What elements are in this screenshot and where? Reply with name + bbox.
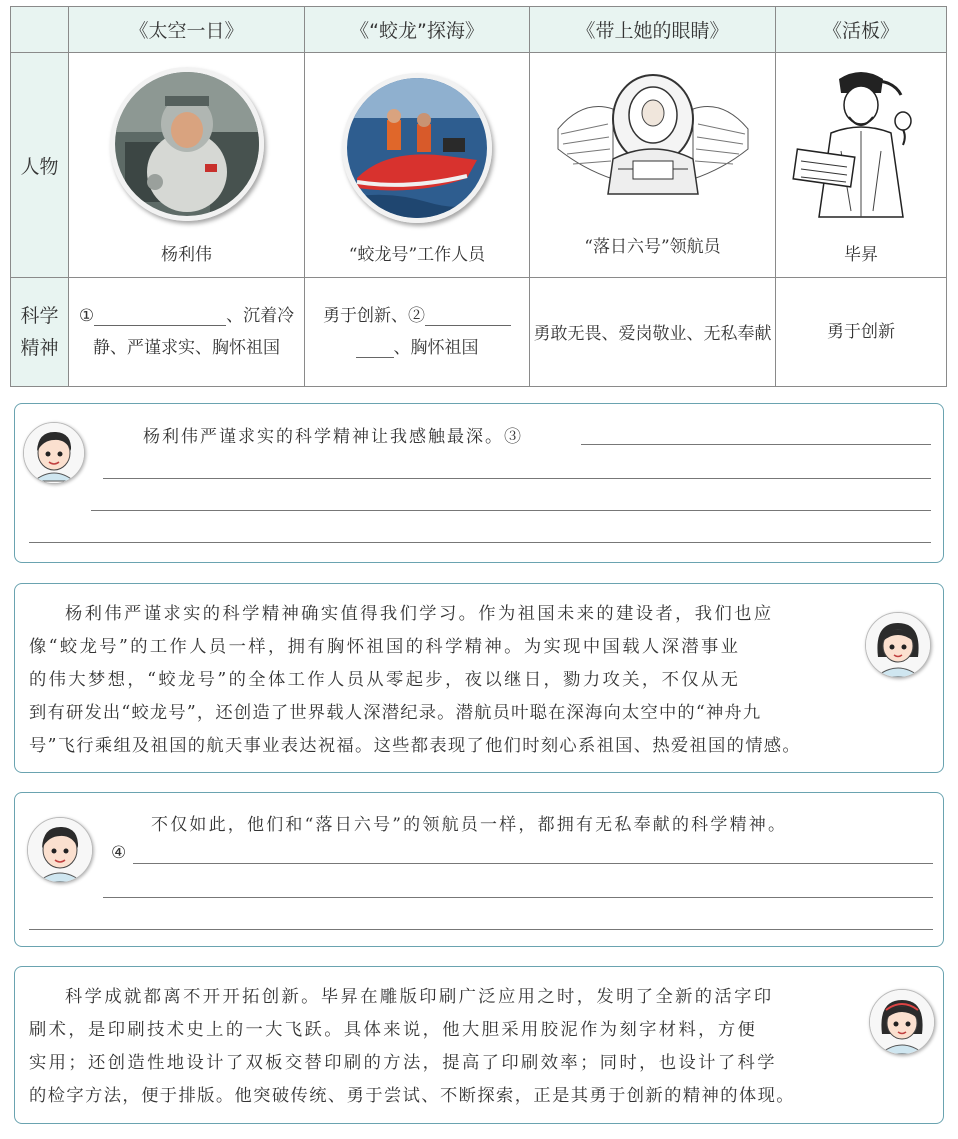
person-name-bisheng: 毕昇	[844, 245, 878, 265]
row-label-spirit-text: 科学精神	[20, 305, 59, 359]
blank-number-1: ①	[78, 306, 95, 326]
para2-line-3: 实用；还创造性地设计了双板交替印刷的方法，提高了印刷效率；同时，也设计了科学	[29, 1053, 777, 1073]
para1-line-4: 到有研发出“蛟龙号”，还创造了世界载人深潜纪录。潜航员叶聪在深海向太空中的“神舟九	[29, 703, 762, 723]
box3-statement	[143, 422, 523, 447]
spirit-text-jiaolong-a: 勇于创新、	[323, 306, 408, 326]
para1-line-1: 杨利伟严谨求实的科学精神确实值得我们学习。作为祖国未来的建设者，我们也应	[65, 604, 774, 624]
row-label-person: 人物	[11, 53, 69, 278]
spirit-text-yang: 、沉着冷静、严谨求实、胸怀祖国	[93, 306, 295, 358]
spirit-cell-yang	[69, 278, 305, 387]
answer-line-3a[interactable]	[581, 444, 931, 445]
table-row-spirit	[11, 278, 947, 387]
table-header-jiaolong: 《“蛟龙”探海》	[305, 7, 530, 53]
person-name-yang: 杨利伟	[161, 245, 212, 265]
blank-number-4: ④	[111, 843, 127, 863]
girl-avatar-icon	[865, 612, 931, 678]
answer-line-3b[interactable]	[103, 478, 931, 479]
sample-paragraph-box-1	[14, 583, 944, 773]
navigator-sketch-image	[553, 69, 753, 201]
row-label-spirit	[11, 278, 69, 387]
sample-paragraph-1	[29, 598, 801, 763]
answer-line-4a[interactable]	[133, 863, 933, 864]
person-cell-jiaolong	[305, 53, 530, 278]
para1-line-3: 的伟大梦想，“蛟龙号”的全体工作人员从零起步，夜以继日，勠力攻关，不仅从无	[29, 670, 741, 690]
spirit-text-jiaolong-b: 、胸怀祖国	[393, 338, 479, 358]
box4-statement: 不仅如此，他们和“落日六号”的领航员一样，都拥有无私奉献的科学精神。	[151, 815, 788, 835]
sample-paragraph-2	[29, 981, 795, 1113]
person-name-jiaolong: “蛟龙号”工作人员	[348, 245, 486, 265]
answer-blank-2-cont[interactable]	[356, 339, 394, 358]
answer-blank-1[interactable]	[94, 307, 226, 326]
boy-avatar-icon	[23, 422, 85, 484]
submarine-image	[342, 73, 492, 223]
para1-line-5: 号”飞行乘组及祖国的航天事业表达祝福。这些都表现了他们时刻心系祖国、热爱祖国的情感。	[29, 736, 801, 756]
answer-line-3d[interactable]	[29, 542, 931, 543]
answer-line-3c[interactable]	[91, 510, 931, 511]
table-header-taikong: 《太空一日》	[69, 7, 305, 53]
boy-avatar-icon-2	[27, 817, 93, 883]
table-header-yanjing: 《带上她的眼睛》	[530, 7, 776, 53]
person-cell-bisheng	[776, 53, 947, 278]
blank-number-3: ③	[504, 427, 523, 447]
answer-box-3	[14, 403, 944, 563]
person-cell-yang	[69, 53, 305, 278]
spirit-cell-jiaolong	[305, 278, 530, 387]
spirit-cell-navigator: 勇敢无畏、爱岗敬业、无私奉献	[530, 278, 776, 387]
para2-line-2: 刷术，是印刷技术史上的一大飞跃。具体来说，他大胆采用胶泥作为刻字材料，方便	[29, 1020, 758, 1040]
sample-paragraph-box-2	[14, 966, 944, 1124]
table-header-empty	[11, 7, 69, 53]
box3-text: 杨利伟严谨求实的科学精神让我感触最深。	[143, 427, 504, 447]
answer-line-4b[interactable]	[103, 897, 933, 898]
spirit-table	[10, 6, 947, 387]
person-cell-navigator	[530, 53, 776, 278]
bisheng-sketch-image	[791, 61, 931, 225]
para2-line-1: 科学成就都离不开开拓创新。毕昇在雕版印刷广泛应用之时，发明了全新的活字印	[65, 987, 774, 1007]
spirit-cell-bisheng: 勇于创新	[776, 278, 947, 387]
para1-line-2: 像“蛟龙号”的工作人员一样，拥有胸怀祖国的科学精神。为实现中国载人深潜事业	[29, 637, 741, 657]
answer-box-4	[14, 792, 944, 947]
astronaut-image	[110, 67, 264, 221]
table-header-row	[11, 7, 947, 53]
person-name-navigator: “落日六号”领航员	[584, 237, 721, 257]
table-header-huoban: 《活板》	[776, 7, 947, 53]
girl-avatar-icon-2	[869, 989, 935, 1055]
answer-line-4c[interactable]	[29, 929, 933, 930]
answer-blank-2[interactable]	[425, 307, 511, 326]
blank-number-2: ②	[408, 306, 425, 326]
para2-line-4: 的检字方法，便于排版。他突破传统、勇于尝试、不断探索，正是其勇于创新的精神的体现。	[29, 1086, 795, 1106]
table-row-person	[11, 53, 947, 278]
